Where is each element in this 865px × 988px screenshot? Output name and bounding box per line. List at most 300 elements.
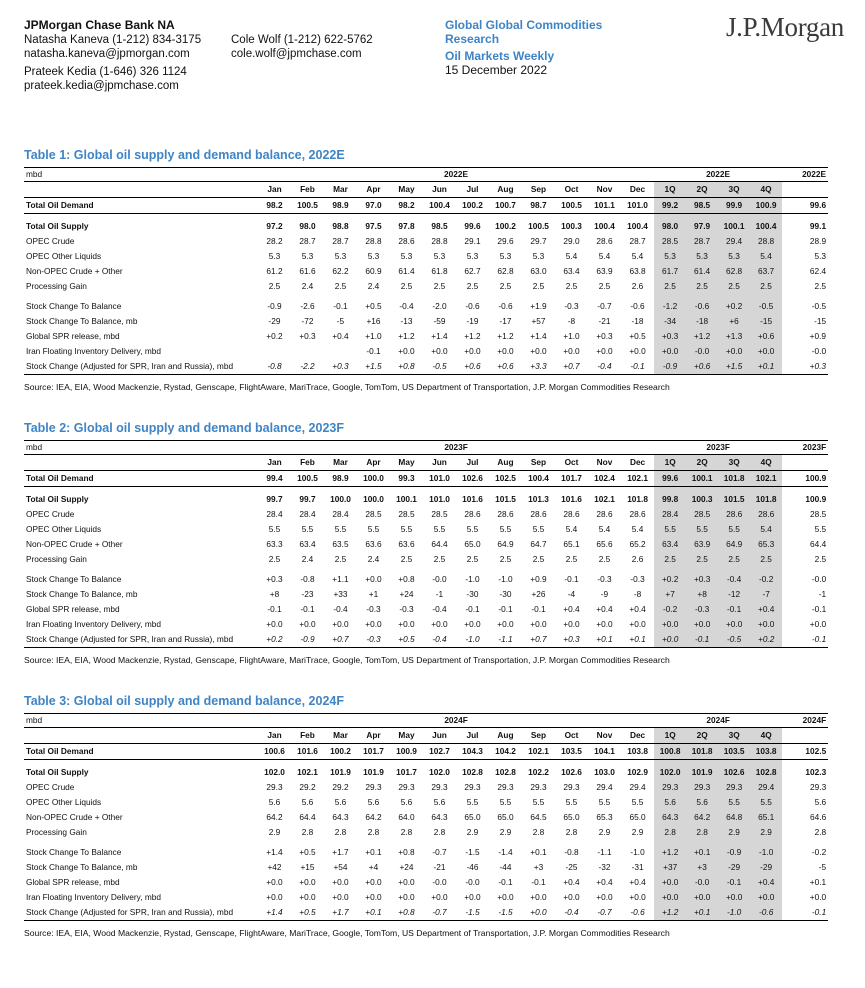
cell-value: 102.1 [621, 471, 654, 487]
cell-value: 100.1 [686, 471, 718, 487]
cell-value: 102.3 [805, 767, 827, 777]
cell-value: +4 [368, 862, 379, 872]
cell-value: +0.0 [431, 892, 448, 902]
cell-value: 99.2 [654, 198, 686, 214]
cell-value: +1.9 [530, 301, 547, 311]
cell-value: +0.5 [365, 301, 382, 311]
cell-value: 102.1 [750, 471, 782, 487]
cell-value: -1.5 [465, 847, 480, 857]
cell-value: 62.2 [332, 266, 349, 276]
column-header-row [24, 728, 828, 744]
cell-value: 5.4 [631, 251, 644, 261]
cell-value: -8 [567, 316, 576, 326]
jpmorgan-logo: J.P.Morgan [725, 12, 844, 42]
cell-value: -0.1 [782, 905, 828, 921]
cell-value: 5.5 [654, 522, 686, 537]
cell-value: 2.5 [433, 281, 446, 291]
cell-value: -21 [598, 316, 611, 326]
cell-value: -0.2 [654, 602, 686, 617]
cell-value: +0.0 [332, 892, 349, 902]
row-label: OPEC Other Liquids [26, 251, 102, 261]
cell-value: 5.3 [367, 251, 380, 261]
cell-value: +0.0 [596, 892, 613, 902]
cell-value: -0.4 [399, 301, 414, 311]
cell-value: -1.5 [456, 905, 489, 921]
table-row [24, 552, 828, 567]
table-row [24, 744, 828, 760]
cell-value: +0.6 [456, 359, 489, 375]
table-title: Table 2: Global oil supply and demand balance, 2023F [24, 421, 344, 435]
cell-value: +0.0 [266, 619, 283, 629]
cell-value: -44 [499, 862, 512, 872]
cell-value: 100.9 [750, 198, 782, 214]
cell-value: -0.1 [718, 875, 750, 890]
cell-value: 28.6 [718, 507, 750, 522]
cell-value: +0.0 [629, 619, 646, 629]
cell-value: +0.4 [596, 877, 613, 887]
analyst-name: Prateek Kedia (1-646) 326 1124 [24, 66, 187, 78]
cell-value: +0.6 [489, 359, 522, 375]
cell-value: 28.7 [629, 236, 646, 246]
cell-value [291, 344, 324, 359]
table-row [24, 825, 828, 840]
cell-value: -0.1 [498, 604, 513, 614]
cell-value: -0.1 [782, 632, 828, 648]
year-label-quarterly: 2024F [654, 714, 782, 728]
column-header: 1Q [654, 728, 686, 744]
cell-value: 2.5 [268, 554, 281, 564]
cell-value: 29.4 [718, 234, 750, 249]
cell-value: +0.4 [332, 331, 349, 341]
cell-value: +0.0 [497, 619, 514, 629]
column-header: Jun [423, 455, 456, 471]
cell-value: 2.5 [532, 554, 545, 564]
column-header: Sep [522, 455, 555, 471]
cell-value: +0.6 [686, 359, 718, 375]
cell-value: 102.8 [495, 767, 516, 777]
table-row [24, 632, 828, 648]
cell-value: +0.0 [718, 617, 750, 632]
cell-value: +1.2 [398, 331, 415, 341]
cell-value: -2.6 [300, 301, 315, 311]
cell-value: 5.6 [301, 797, 314, 807]
column-header-blank [24, 455, 258, 471]
cell-value: 65.1 [750, 810, 782, 825]
cell-value: 64.4 [431, 539, 448, 549]
column-header: Jan [258, 182, 291, 198]
cell-value: -0.6 [465, 301, 480, 311]
cell-value: -0.1 [300, 604, 315, 614]
cell-value: +0.0 [266, 877, 283, 887]
year-label-annual: 2022E [782, 168, 828, 182]
cell-value: +0.0 [365, 574, 382, 584]
cell-value: +0.0 [596, 619, 613, 629]
data-table [24, 440, 828, 648]
cell-value: 5.4 [598, 251, 611, 261]
year-header-row [24, 714, 828, 728]
cell-value: -0.2 [811, 847, 827, 857]
cell-value: 5.5 [750, 795, 782, 810]
cell-value: 2.8 [686, 825, 718, 840]
row-label: Stock Change (Adjusted for SPR, Iran and Russia), mbd [24, 359, 258, 375]
cell-value: 64.3 [332, 812, 349, 822]
report-header [24, 12, 844, 118]
cell-value: 102.8 [750, 765, 782, 780]
cell-value: 28.7 [299, 236, 316, 246]
cell-value: +0.0 [398, 619, 415, 629]
cell-value: -0.3 [686, 602, 718, 617]
cell-value: 100.2 [456, 198, 489, 214]
cell-value: 5.5 [466, 524, 479, 534]
cell-value: 5.6 [433, 797, 446, 807]
table-row [24, 264, 828, 279]
cell-value: +0.8 [390, 905, 423, 921]
table-row [24, 299, 828, 314]
cell-value: 101.7 [357, 744, 390, 760]
cell-value: 102.7 [423, 744, 456, 760]
analyst-email[interactable]: cole.wolf@jpmchase.com [231, 48, 362, 60]
cell-value: +0.5 [299, 847, 316, 857]
cell-value: 100.5 [291, 471, 324, 487]
cell-value: 63.6 [365, 539, 382, 549]
balance-table-2022 [24, 147, 828, 393]
cell-value: +33 [333, 589, 348, 599]
cell-value: +0.0 [266, 892, 283, 902]
cell-value: 2.8 [565, 827, 578, 837]
year-header-row [24, 441, 828, 455]
cell-value: -8 [633, 589, 642, 599]
cell-value [258, 344, 291, 359]
cell-value: -0.1 [531, 877, 546, 887]
table-row [24, 359, 828, 375]
column-header: Jan [258, 728, 291, 744]
cell-value: 99.6 [654, 471, 686, 487]
cell-value [324, 344, 357, 359]
balance-table-2024 [24, 693, 828, 939]
cell-value: 5.3 [814, 251, 827, 261]
column-header: Aug [489, 182, 522, 198]
cell-value: -0.0 [811, 574, 827, 584]
cell-value: 63.5 [332, 539, 349, 549]
cell-value: 103.5 [555, 744, 588, 760]
cell-value: 28.6 [398, 236, 415, 246]
cell-value: 100.2 [495, 221, 516, 231]
cell-value: 2.5 [750, 279, 782, 294]
cell-value: +6 [718, 314, 750, 329]
cell-value: 62.8 [718, 264, 750, 279]
cell-value: 65.0 [629, 812, 646, 822]
cell-value: 2.6 [631, 281, 644, 291]
cell-value: +0.4 [750, 602, 782, 617]
cell-value: -0.1 [267, 604, 282, 614]
cell-value: -2.2 [291, 359, 324, 375]
cell-value: +0.0 [750, 890, 782, 905]
cell-value: -1.0 [498, 574, 513, 584]
cell-value: +0.1 [686, 845, 718, 860]
cell-value: 2.5 [565, 281, 578, 291]
cell-value: 5.4 [565, 524, 578, 534]
cell-value: +0.6 [750, 329, 782, 344]
cell-value: 98.0 [654, 219, 686, 234]
cell-value: 29.2 [332, 782, 349, 792]
row-label: Stock Change (Adjusted for SPR, Iran and Russia), mbd [24, 905, 258, 921]
cell-value: +3 [533, 862, 544, 872]
cell-value: 28.6 [596, 509, 613, 519]
cell-value: +0.0 [365, 619, 382, 629]
cell-value: 102.6 [718, 765, 750, 780]
cell-value: -0.3 [630, 574, 645, 584]
cell-value: +0.0 [332, 619, 349, 629]
cell-value: +0.0 [654, 617, 686, 632]
cell-value: +7 [654, 587, 686, 602]
cell-value: +0.3 [266, 574, 283, 584]
cell-value: 64.5 [530, 812, 547, 822]
cell-value: 102.0 [654, 765, 686, 780]
data-table [24, 713, 828, 921]
column-header: Apr [357, 728, 390, 744]
column-header-blank [24, 182, 258, 198]
year-label-monthly: 2022E [258, 168, 654, 182]
table-row [24, 507, 828, 522]
cell-value: 61.6 [299, 266, 316, 276]
cell-value: 101.3 [528, 494, 549, 504]
cell-value: 102.6 [561, 767, 582, 777]
cell-value: +0.0 [522, 905, 555, 921]
cell-value: 2.5 [686, 552, 718, 567]
row-label: OPEC Crude [26, 782, 75, 792]
cell-value: 65.0 [464, 539, 481, 549]
cell-value: +0.8 [398, 574, 415, 584]
column-header: Nov [588, 455, 621, 471]
cell-value: +0.5 [390, 632, 423, 648]
cell-value: +16 [366, 316, 381, 326]
cell-value: +0.1 [621, 632, 654, 648]
row-label: Processing Gain [26, 554, 87, 564]
cell-value: 2.5 [400, 281, 413, 291]
cell-value: -0.1 [498, 877, 513, 887]
cell-value: -59 [433, 316, 446, 326]
cell-value: -13 [400, 316, 413, 326]
cell-value: 29.3 [563, 782, 580, 792]
cell-value: 2.9 [718, 825, 750, 840]
cell-value: 101.0 [423, 471, 456, 487]
cell-value: 5.5 [400, 524, 413, 534]
analyst-name: Natasha Kaneva (1-212) 834-3175 [24, 34, 202, 46]
column-header: Jul [456, 182, 489, 198]
cell-value: 2.8 [334, 827, 347, 837]
cell-value: +8 [686, 587, 718, 602]
cell-value: 98.8 [332, 221, 349, 231]
cell-value: 5.4 [565, 251, 578, 261]
cell-value: -1.2 [654, 299, 686, 314]
cell-value: +0.4 [750, 875, 782, 890]
cell-value: 101.8 [718, 471, 750, 487]
source-note: Source: IEA, EIA, Wood Mackenzie, Rystad, Genscape, FlightAware, MariTrace, Google, TomTom, US Department of Transportation, J.P. Morgan Commodities Research [24, 928, 670, 938]
cell-value: -0.9 [718, 845, 750, 860]
cell-value: +0.0 [750, 617, 782, 632]
cell-value: +0.0 [654, 875, 686, 890]
column-header: Dec [621, 728, 654, 744]
cell-value: -0.1 [811, 604, 827, 614]
cell-value: 2.5 [598, 281, 611, 291]
cell-value: +0.0 [299, 877, 316, 887]
cell-value: 29.0 [563, 236, 580, 246]
cell-value: -0.7 [588, 905, 621, 921]
cell-value: 100.1 [396, 494, 417, 504]
cell-value: 61.8 [431, 266, 448, 276]
cell-value: 2.8 [367, 827, 380, 837]
cell-value: 2.9 [268, 827, 281, 837]
column-header: Dec [621, 455, 654, 471]
cell-value: 63.0 [530, 266, 547, 276]
cell-value: +0.0 [563, 892, 580, 902]
cell-value: +0.0 [464, 619, 481, 629]
cell-value: -0.0 [432, 877, 447, 887]
column-header: Aug [489, 455, 522, 471]
cell-value: 100.0 [357, 471, 390, 487]
cell-value: 29.3 [497, 782, 514, 792]
cell-value: 100.3 [686, 492, 718, 507]
cell-value: +1.5 [357, 359, 390, 375]
cell-value: +0.3 [686, 572, 718, 587]
cell-value: +0.0 [750, 344, 782, 359]
cell-value: 5.5 [499, 797, 512, 807]
table-row [24, 219, 828, 234]
table-row [24, 314, 828, 329]
cell-value: 28.5 [431, 509, 448, 519]
cell-value: 5.3 [433, 251, 446, 261]
cell-value: 102.9 [627, 767, 648, 777]
cell-value: -1.0 [456, 632, 489, 648]
column-header: Sep [522, 182, 555, 198]
cell-value: -0.3 [357, 632, 390, 648]
cell-value: +0.3 [654, 329, 686, 344]
cell-value: +0.2 [718, 299, 750, 314]
cell-value: 65.3 [750, 537, 782, 552]
cell-value: +0.0 [365, 892, 382, 902]
analyst-email[interactable]: natasha.kaneva@jpmorgan.com [24, 48, 190, 60]
cell-value: -0.1 [686, 632, 718, 648]
cell-value: 98.5 [686, 198, 718, 214]
cell-value: -0.1 [621, 359, 654, 375]
cell-value: 5.3 [499, 251, 512, 261]
cell-value: 2.5 [654, 552, 686, 567]
cell-value: +0.0 [299, 619, 316, 629]
cell-value: 5.5 [565, 797, 578, 807]
cell-value: -1.0 [750, 845, 782, 860]
row-label: Iran Floating Inventory Delivery, mbd [26, 892, 161, 902]
cell-value: +1.2 [497, 331, 514, 341]
cell-value: 28.4 [299, 509, 316, 519]
cell-value: 5.3 [718, 249, 750, 264]
cell-value: 65.6 [596, 539, 613, 549]
cell-value: 64.7 [530, 539, 547, 549]
row-label: Stock Change To Balance, mb [26, 862, 138, 872]
cell-value: 97.5 [365, 221, 382, 231]
cell-value: -0.1 [465, 604, 480, 614]
cell-value: 28.8 [750, 234, 782, 249]
column-header: 3Q [718, 182, 750, 198]
cell-value: 63.7 [750, 264, 782, 279]
cell-value: 104.1 [588, 744, 621, 760]
cell-value: +0.0 [398, 877, 415, 887]
table-row [24, 810, 828, 825]
cell-value: +0.0 [398, 346, 415, 356]
cell-value: 5.3 [301, 251, 314, 261]
cell-value: 2.5 [565, 554, 578, 564]
cell-value: 98.5 [431, 221, 448, 231]
cell-value: 5.3 [532, 251, 545, 261]
cell-value: -29 [268, 316, 281, 326]
cell-value: 28.9 [809, 236, 827, 246]
cell-value: +0.0 [596, 346, 613, 356]
cell-value: +0.1 [365, 847, 382, 857]
cell-value: 63.8 [629, 266, 646, 276]
column-header: Mar [324, 455, 357, 471]
cell-value: 5.6 [654, 795, 686, 810]
cell-value: -4 [567, 589, 576, 599]
cell-value: +0.2 [654, 572, 686, 587]
cell-value: 2.9 [598, 827, 611, 837]
cell-value: 100.4 [522, 471, 555, 487]
cell-value: 2.5 [532, 281, 545, 291]
cell-value: +1.4 [431, 331, 448, 341]
cell-value: +0.4 [563, 877, 580, 887]
column-header: Feb [291, 455, 324, 471]
cell-value: 100.2 [324, 744, 357, 760]
column-header-blank [782, 182, 828, 198]
cell-value: -9 [600, 589, 609, 599]
cell-value: 5.5 [631, 797, 644, 807]
cell-value: 101.9 [330, 767, 351, 777]
column-header: Dec [621, 182, 654, 198]
cell-value: 5.3 [334, 251, 347, 261]
cell-value: 102.0 [429, 767, 450, 777]
cell-value: +1.4 [266, 847, 283, 857]
cell-value: +1.0 [365, 331, 382, 341]
row-label: Processing Gain [26, 281, 87, 291]
row-label: Stock Change (Adjusted for SPR, Iran and Russia), mbd [24, 632, 258, 648]
cell-value: -34 [654, 314, 686, 329]
cell-value: +0.4 [563, 604, 580, 614]
cell-value: 100.4 [594, 221, 615, 231]
cell-value: 101.5 [495, 494, 516, 504]
cell-value: 5.6 [367, 797, 380, 807]
cell-value: 28.5 [686, 507, 718, 522]
column-header: Nov [588, 182, 621, 198]
analyst-email[interactable]: prateek.kedia@jpmchase.com [24, 80, 179, 92]
cell-value: 64.3 [654, 810, 686, 825]
cell-value: +1.0 [563, 331, 580, 341]
row-label: Non-OPEC Crude + Other [26, 266, 123, 276]
cell-value: 2.5 [499, 281, 512, 291]
cell-value: 102.1 [297, 767, 318, 777]
table-row [24, 279, 828, 294]
row-label: Stock Change To Balance [26, 301, 122, 311]
cell-value: +0.2 [750, 632, 782, 648]
cell-value: +0.0 [464, 892, 481, 902]
cell-value: 29.3 [654, 780, 686, 795]
cell-value: 2.5 [268, 281, 281, 291]
cell-value: 5.5 [433, 524, 446, 534]
cell-value: +0.5 [291, 905, 324, 921]
cell-value: -0.7 [423, 905, 456, 921]
cell-value: -0.9 [654, 359, 686, 375]
cell-value: +0.7 [522, 632, 555, 648]
cell-value: -0.8 [258, 359, 291, 375]
cell-value: 2.8 [532, 827, 545, 837]
cell-value: -0.4 [718, 572, 750, 587]
